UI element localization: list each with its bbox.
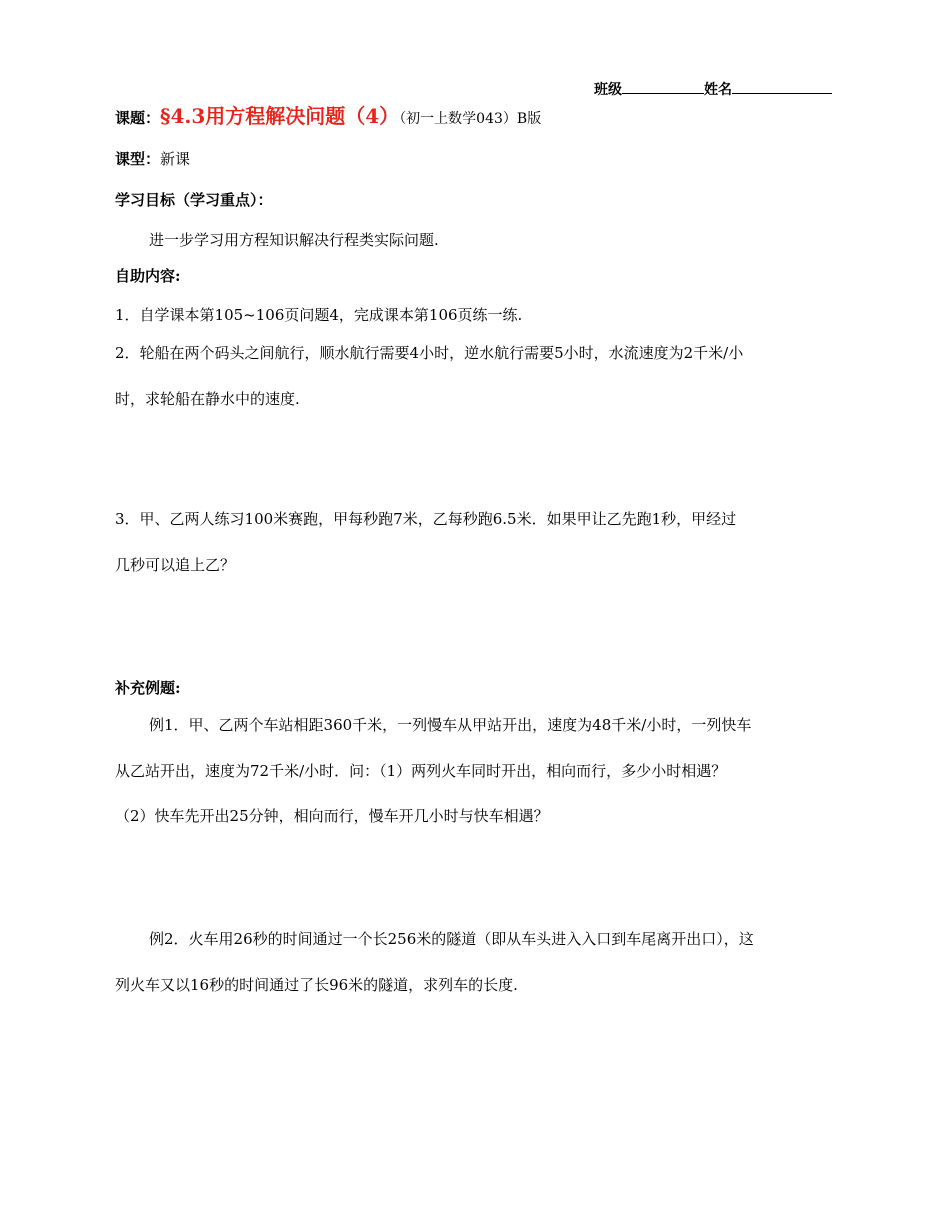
course-type-row xyxy=(115,149,835,169)
name-blank xyxy=(732,79,832,94)
self-study-item-2-line-1: 2．轮船在两个码头之间航行，顺水航行需要4小时，逆水航行需要5小时，水流速度为2千米/小 xyxy=(115,344,744,362)
self-study-item-2-line-2: 时，求轮船在静水中的速度. xyxy=(115,390,300,408)
lesson-code: （初一上数学043）B版 xyxy=(399,111,542,127)
course-type-label: 课型： xyxy=(115,150,161,168)
goals-heading: 学习目标（学习重点）： xyxy=(115,191,273,209)
title-prefix: 课题： xyxy=(115,109,161,127)
student-info-header xyxy=(594,79,832,99)
example-2-line-2: 列火车又以16秒的时间通过了长96米的隧道，求列车的长度. xyxy=(115,976,518,994)
self-study-item-3-line-2: 几秒可以追上乙？ xyxy=(115,556,236,574)
lesson-title: §4.3用方程解决问题（4） xyxy=(160,104,400,128)
example-1-line-3: （2）快车先开出25分钟，相向而行，慢车开几小时与快车相遇？ xyxy=(115,807,549,825)
example-2-line-1: 例2．火车用26秒的时间通过一个长256米的隧道（即从车头进入入口到车尾离开出口），这 xyxy=(149,930,754,948)
name-label: 姓名 xyxy=(704,82,732,98)
goals-text: 进一步学习用方程知识解决行程类实际问题. xyxy=(149,231,439,249)
class-label: 班级 xyxy=(594,82,622,98)
lesson-title-row xyxy=(115,106,835,129)
example-1-line-2: 从乙站开出，速度为72千米/小时．问：（1）两列火车同时开出，相向而行，多少小时相遇？ xyxy=(115,762,727,780)
example-1-line-1: 例1．甲、乙两个车站相距360千米，一列慢车从甲站开出，速度为48千米/小时，一列快车 xyxy=(149,716,752,734)
self-study-item-1: 1．自学课本第105~106页问题4，完成课本第106页练一练. xyxy=(115,306,523,324)
class-blank xyxy=(622,79,704,94)
self-study-item-3-line-1: 3．甲、乙两人练习100米赛跑，甲每秒跑7米，乙每秒跑6.5米．如果甲让乙先跑1秒，甲经过 xyxy=(115,510,737,528)
examples-heading: 补充例题: xyxy=(115,679,181,697)
self-study-heading: 自助内容: xyxy=(115,267,181,285)
course-type-value: 新课 xyxy=(160,150,191,168)
